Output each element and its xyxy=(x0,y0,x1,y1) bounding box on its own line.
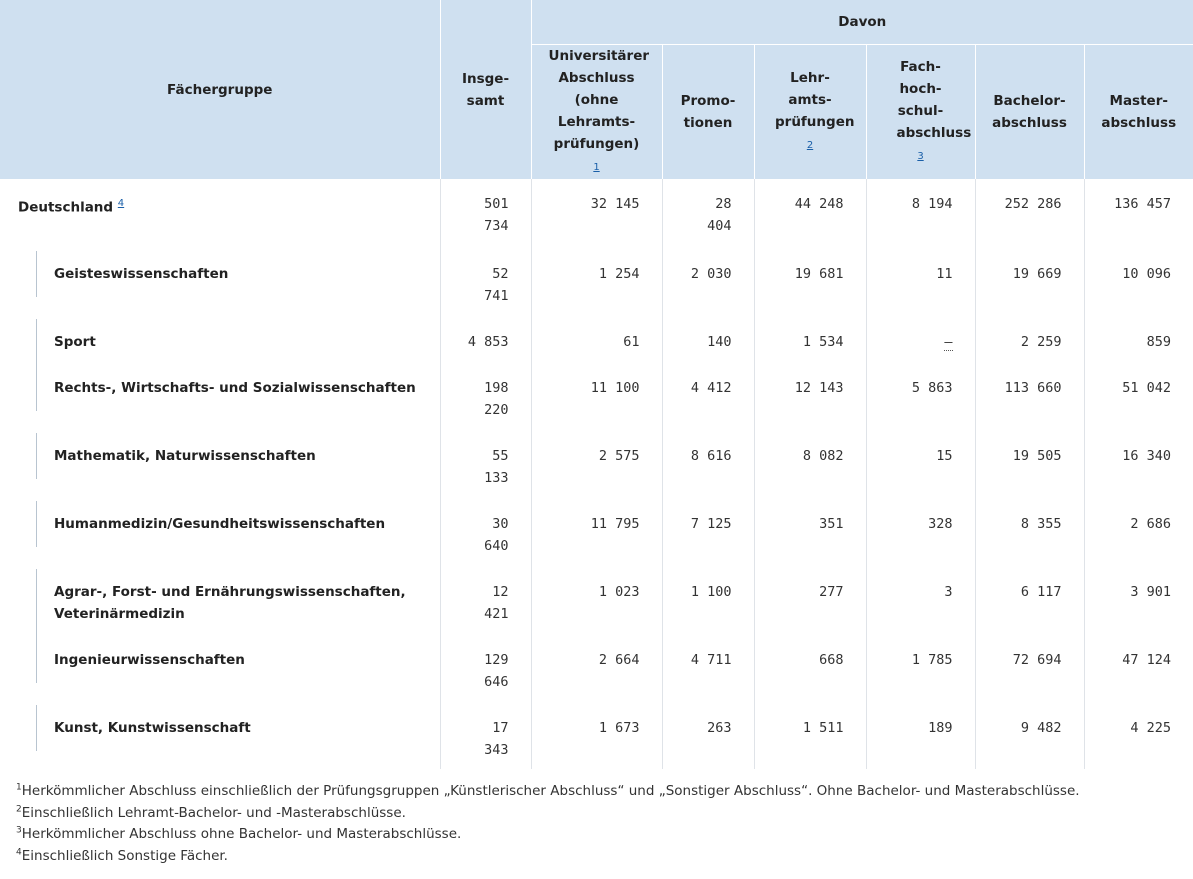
row-label-text: Deutschland xyxy=(18,199,114,216)
table-row xyxy=(0,179,1193,251)
table-cell xyxy=(440,705,531,769)
cell-value: 16 340 xyxy=(1122,448,1172,464)
table-cell xyxy=(754,637,866,705)
cell-value: 12 421 xyxy=(484,584,509,622)
cell-value: 17 343 xyxy=(484,720,509,758)
footnote-link-3[interactable]: 3 xyxy=(917,151,924,162)
table-cell xyxy=(531,705,662,769)
table-cell xyxy=(662,569,754,637)
header-promotionen: Promo-​tionen xyxy=(662,45,754,180)
cell-value: 2 259 xyxy=(1020,334,1062,350)
row-label xyxy=(0,319,440,365)
footnote-text: Herkömmlicher Abschluss ohne Bachelor- und Masterabschlüsse. xyxy=(21,826,462,842)
table-cell xyxy=(440,637,531,705)
cell-value: 1 100 xyxy=(690,584,732,600)
row-label xyxy=(0,501,440,569)
row-label xyxy=(0,251,440,319)
table-cell xyxy=(866,433,975,501)
cell-value: 3 901 xyxy=(1130,584,1172,600)
table-cell xyxy=(440,365,531,433)
cell-value: 51 042 xyxy=(1122,380,1172,396)
table-cell xyxy=(975,179,1084,251)
cell-value: 328 xyxy=(928,516,953,532)
table-cell xyxy=(975,637,1084,705)
table-cell xyxy=(1084,705,1193,769)
table-cell xyxy=(1084,637,1193,705)
table-cell xyxy=(662,251,754,319)
cell-value: 19 681 xyxy=(794,266,844,282)
table-cell xyxy=(1084,251,1193,319)
table-cell xyxy=(662,365,754,433)
row-label-text: Mathematik, Naturwissenschaften xyxy=(54,448,316,464)
table-cell xyxy=(754,569,866,637)
footnote-number: 4 xyxy=(16,847,22,857)
table-cell xyxy=(1084,319,1193,365)
cell-value: 12 143 xyxy=(794,380,844,396)
cell-value: 3 xyxy=(944,584,953,600)
cell-value: 8 082 xyxy=(802,448,844,464)
table-cell xyxy=(531,365,662,433)
cell-value: 6 117 xyxy=(1020,584,1062,600)
table-cell xyxy=(531,251,662,319)
footnote-number: 3 xyxy=(16,825,22,836)
footnote-text: Einschließlich Sonstige Fächer. xyxy=(21,847,228,864)
table-cell xyxy=(754,705,866,769)
table-cell xyxy=(440,501,531,569)
cell-value: 1 511 xyxy=(802,720,844,736)
cell-value: 668 xyxy=(819,652,844,668)
cell-value: 28 404 xyxy=(707,196,732,234)
footnote-number: 2 xyxy=(16,804,22,814)
footnote-number: 1 xyxy=(16,782,22,793)
cell-value: 277 xyxy=(819,584,844,600)
cell-value: 1 023 xyxy=(598,584,640,600)
cell-value: 8 355 xyxy=(1020,516,1062,532)
cell-value: 113 660 xyxy=(1004,380,1062,396)
cell-value: 11 100 xyxy=(590,380,640,396)
table-cell xyxy=(662,637,754,705)
cell-value: 5 863 xyxy=(911,380,953,396)
cell-value: 2 664 xyxy=(598,652,640,668)
cell-value: 72 694 xyxy=(1012,652,1062,668)
cell-value: 501 734 xyxy=(484,196,509,234)
table-cell xyxy=(754,319,866,365)
table-row xyxy=(0,319,1193,365)
cell-value: 52 741 xyxy=(484,266,509,304)
row-label xyxy=(0,637,440,705)
table-cell xyxy=(1084,179,1193,251)
table-cell xyxy=(866,179,975,251)
cell-value: 7 125 xyxy=(690,516,732,532)
header-universitaerer-abschluss: Universitärer Abschluss (ohne Lehramts-​prüfungen) 1 xyxy=(531,45,662,180)
table-cell xyxy=(866,705,975,769)
footnote-link-4[interactable]: 4 xyxy=(117,198,125,209)
table-cell xyxy=(1084,569,1193,637)
cell-value: 1 673 xyxy=(598,720,640,736)
table-cell xyxy=(866,251,975,319)
table-cell xyxy=(1084,365,1193,433)
row-label-text: Agrar-, Forst- und Ernährungswissenschaften, Veterinärmedizin xyxy=(54,584,406,622)
cell-value: 1 254 xyxy=(598,266,640,282)
table-cell xyxy=(866,569,975,637)
row-label xyxy=(0,179,440,251)
header-lehramtspruefungen: Lehr-​amts-​prüfungen 2 xyxy=(754,45,866,180)
table-cell xyxy=(531,501,662,569)
cell-value: 140 xyxy=(707,334,732,350)
table-row xyxy=(0,569,1193,637)
cell-value: 2 030 xyxy=(690,266,732,282)
cell-value: 32 145 xyxy=(590,196,640,212)
cell-value: 4 412 xyxy=(690,380,732,396)
cell-value: 198 220 xyxy=(484,380,509,418)
cell-value: 189 xyxy=(928,720,953,736)
cell-value: 4 225 xyxy=(1130,720,1172,736)
cell-value: 9 482 xyxy=(1020,720,1062,736)
row-label xyxy=(0,365,440,433)
cell-value: 15 xyxy=(936,448,953,464)
footnote-1 xyxy=(16,781,1193,803)
table-row xyxy=(0,365,1193,433)
cell-value: 8 616 xyxy=(690,448,732,464)
table-cell xyxy=(975,569,1084,637)
table-cell xyxy=(531,179,662,251)
header-bachelorabschluss: Bachelor-​abschluss xyxy=(975,45,1084,180)
table-cell xyxy=(531,637,662,705)
table-cell xyxy=(440,433,531,501)
table-cell xyxy=(866,365,975,433)
table-cell xyxy=(975,433,1084,501)
table-cell xyxy=(662,705,754,769)
table-cell xyxy=(440,319,531,365)
cell-value: 61 xyxy=(623,334,640,350)
table-row xyxy=(0,705,1193,769)
cell-value: 2 575 xyxy=(598,448,640,464)
row-label-text: Rechts-, Wirtschafts- und Sozialwissenschaften xyxy=(54,380,416,396)
cell-value: 4 711 xyxy=(690,652,732,668)
footnote-text: Herkömmlicher Abschluss einschließlich der Prüfungsgruppen „Künstlerischer Abschluss“ und „Sonstiger Abschluss“. Ohne Bachelor- und Masterabschlüsse. xyxy=(21,783,1080,799)
footnote-text: Einschließlich Lehramt-Bachelor- und -Masterabschlüsse. xyxy=(21,804,406,821)
row-label xyxy=(0,569,440,637)
table-cell xyxy=(662,433,754,501)
table-cell xyxy=(531,433,662,501)
row-label-text: Humanmedizin/Gesundheitswissenschaften xyxy=(54,516,386,532)
table-cell xyxy=(754,365,866,433)
table-cell xyxy=(531,319,662,365)
table-cell xyxy=(440,569,531,637)
table-cell xyxy=(440,251,531,319)
table-cell xyxy=(531,569,662,637)
row-label-text: Kunst, Kunstwissenschaft xyxy=(54,720,251,736)
table-row xyxy=(0,251,1193,319)
row-label xyxy=(0,705,440,769)
header-davon: Davon xyxy=(531,0,1193,45)
cell-value: 252 286 xyxy=(1004,196,1062,212)
table-cell xyxy=(754,501,866,569)
footnote-4 xyxy=(16,846,1193,868)
table-cell xyxy=(754,179,866,251)
cell-value: 10 096 xyxy=(1122,266,1172,282)
cell-value: 4 853 xyxy=(467,334,509,350)
table-cell xyxy=(754,251,866,319)
table-cell xyxy=(754,433,866,501)
cell-value: 11 795 xyxy=(590,516,640,532)
table-cell xyxy=(662,319,754,365)
cell-value: 263 xyxy=(707,720,732,736)
table-cell xyxy=(866,637,975,705)
table-cell xyxy=(662,179,754,251)
cell-value: 1 534 xyxy=(802,334,844,350)
cell-value: 47 124 xyxy=(1122,652,1172,668)
footnotes xyxy=(0,769,1193,867)
table-cell xyxy=(975,319,1084,365)
table-header xyxy=(0,0,1193,179)
table-cell xyxy=(866,319,975,365)
table-row xyxy=(0,637,1193,705)
table-cell xyxy=(1084,433,1193,501)
cell-value: 129 646 xyxy=(484,652,509,690)
table-row xyxy=(0,433,1193,501)
footnote-3 xyxy=(16,824,1193,846)
table-cell xyxy=(975,365,1084,433)
table-body xyxy=(0,179,1193,769)
table-cell xyxy=(662,501,754,569)
cell-value: 1 785 xyxy=(911,652,953,668)
table-cell xyxy=(866,501,975,569)
cell-value: 55 133 xyxy=(484,448,509,486)
row-label-text: Geisteswissenschaften xyxy=(54,266,229,282)
table-cell xyxy=(975,501,1084,569)
cell-value: 30 640 xyxy=(484,516,509,554)
footnote-link-2[interactable]: 2 xyxy=(806,140,814,151)
cell-value: 19 505 xyxy=(1012,448,1062,464)
cell-value: 859 xyxy=(1146,334,1172,350)
cell-value: 19 669 xyxy=(1012,266,1062,282)
cell-value: 2 686 xyxy=(1130,516,1172,532)
table-cell xyxy=(1084,501,1193,569)
cell-value: 351 xyxy=(819,516,844,532)
cell-value: 136 457 xyxy=(1114,196,1172,212)
table-row xyxy=(0,501,1193,569)
cell-value: 11 xyxy=(936,266,953,282)
row-label-text: Ingenieurwissenschaften xyxy=(54,652,245,668)
cell-value: 8 194 xyxy=(911,196,953,212)
header-insgesamt: Insge- samt xyxy=(440,0,531,179)
header-fachhochschulabschluss: Fach-​hoch-​schul-​abschluss 3 xyxy=(866,45,975,180)
cell-value: 44 248 xyxy=(794,196,844,212)
row-label xyxy=(0,433,440,501)
header-masterabschluss: Master-​abschluss xyxy=(1084,45,1193,180)
footnote-2 xyxy=(16,803,1193,825)
footnote-link-1[interactable]: 1 xyxy=(593,162,600,173)
table-cell xyxy=(440,179,531,251)
cell-value: – xyxy=(944,334,953,350)
table-cell xyxy=(975,705,1084,769)
table-cell xyxy=(975,251,1084,319)
row-label-text: Sport xyxy=(54,334,96,350)
header-faechergruppe: Fächergruppe xyxy=(0,0,440,179)
